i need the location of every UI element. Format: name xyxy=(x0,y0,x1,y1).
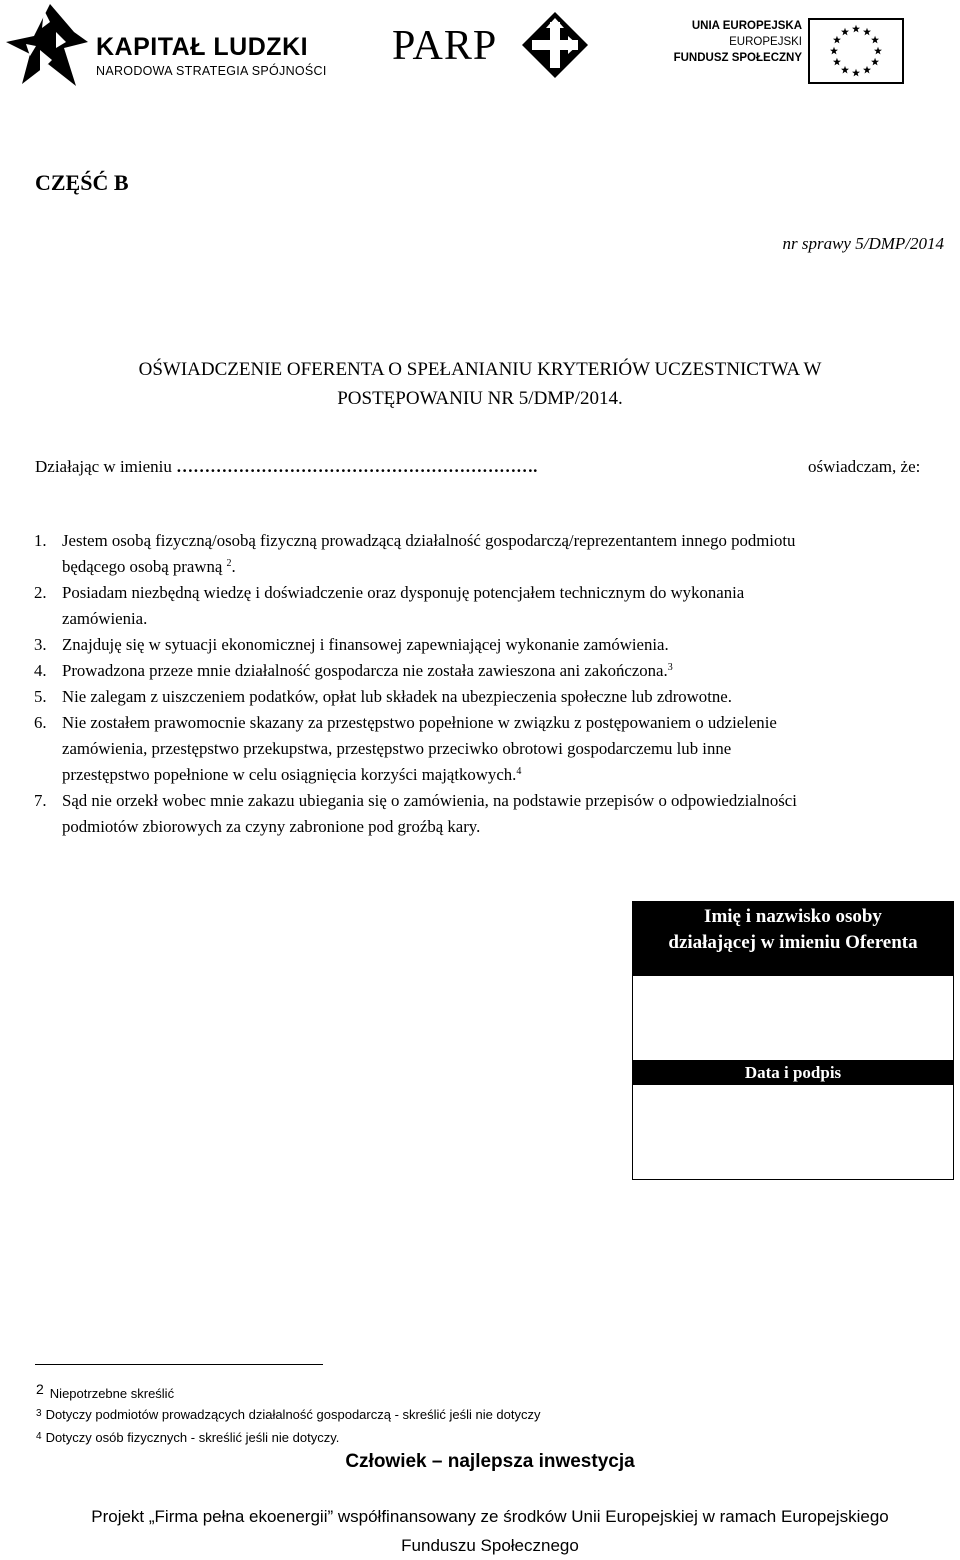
item-line: Posiadam niezbędną wiedzę i doświadczenie oraz dysponuję potencjałem technicznym do wykonania xyxy=(62,583,745,602)
list-item xyxy=(34,710,946,788)
acting-name-field[interactable]: ………………………………………………………. xyxy=(176,457,538,476)
kapital-ludzki-subtitle: NARODOWA STRATEGIA SPÓJNOŚCI xyxy=(96,64,327,78)
item-number: 2. xyxy=(34,583,47,602)
project-footer-line2: Funduszu Społecznego xyxy=(401,1536,579,1555)
list-item xyxy=(34,684,946,710)
footnote-ref: 2 xyxy=(226,558,232,569)
kapital-ludzki-title: KAPITAŁ LUDZKI xyxy=(96,33,309,61)
project-footer xyxy=(30,1502,950,1560)
item-line: Sąd nie orzekł wobec mnie zakazu ubiegania się o zamówienia, na podstawie przepisów o odpowiedzialności xyxy=(62,791,797,810)
name-field[interactable] xyxy=(633,976,953,1060)
acting-prefix: Działając w imieniu xyxy=(35,457,172,476)
list-item xyxy=(34,658,946,684)
date-signature-label: Data i podpis xyxy=(633,1060,953,1085)
eu-text xyxy=(674,18,802,66)
item-number: 3. xyxy=(34,635,47,654)
item-line: Nie zalegam z uiszczeniem podatków, opłat lub składek na ubezpieczenia społeczne lub zdrowotne. xyxy=(62,687,732,706)
footnote-text: Niepotrzebne skreślić xyxy=(49,1386,175,1401)
item-line: Znajduję się w sytuacji ekonomicznej i finansowej zapewniającej wykonanie zamówienia. xyxy=(62,635,669,654)
parp-logo xyxy=(392,10,592,84)
eu-line3: FUNDUSZ SPOŁECZNY xyxy=(673,52,802,64)
eu-flag-icon xyxy=(808,18,904,84)
footnote-number: 2 xyxy=(36,1381,44,1397)
footnote-number: 3 xyxy=(36,1408,42,1419)
item-line xyxy=(62,658,946,684)
item-line: zamówienia, przestępstwo przekupstwa, przestępstwo przeciwko obrotowi gospodarczemu lub inne xyxy=(62,739,732,758)
parp-wordmark: PARP xyxy=(392,23,498,69)
footnote-ref: 3 xyxy=(667,662,673,673)
eu-line1: UNIA EUROPEJSKA xyxy=(691,20,802,32)
footnote-number: 4 xyxy=(36,1431,42,1442)
declaration-title xyxy=(0,355,960,413)
footnote-3 xyxy=(36,1407,541,1422)
kapital-ludzki-emblem-icon xyxy=(4,2,90,88)
item-number: 1. xyxy=(34,531,47,550)
footnote-2 xyxy=(36,1381,174,1401)
case-number: nr sprawy 5/DMP/2014 xyxy=(782,234,944,253)
item-line-text: będącego osobą prawną xyxy=(62,557,227,576)
footnote-text: Dotyczy podmiotów prowadzących działalność gospodarczą - skreślić jeśli nie dotyczy xyxy=(45,1407,541,1422)
list-item xyxy=(34,580,946,632)
project-footer-line1: Projekt „Firma pełna ekoenergii” współfinansowany ze środków Unii Europejskiej w ramach Europejskiego xyxy=(91,1507,889,1526)
name-label xyxy=(633,902,953,976)
item-line xyxy=(62,762,946,788)
kapital-ludzki-logo xyxy=(4,2,334,87)
footnote-4 xyxy=(36,1430,339,1445)
list-item xyxy=(34,632,946,658)
footnote-divider xyxy=(35,1364,323,1365)
item-line: podmiotów zbiorowych za czyny zabronione pod groźbą kary. xyxy=(62,817,481,836)
eu-logo xyxy=(672,18,912,88)
item-number: 7. xyxy=(34,791,47,810)
item-number: 4. xyxy=(34,661,47,680)
item-line-text: Prowadzona przeze mnie działalność gospodarcza nie została zawieszona ani zakończona. xyxy=(62,661,668,680)
item-line-tail: . xyxy=(231,557,236,576)
item-line: zamówienia. xyxy=(62,609,148,628)
item-number: 5. xyxy=(34,687,47,706)
declaration-title-line2: POSTĘPOWANIU NR 5/DMP/2014. xyxy=(337,388,623,409)
declaration-title-line1: OŚWIADCZENIE OFERENTA O SPEŁANIANIU KRYTERIÓW UCZESTNICTWA W xyxy=(138,359,822,380)
acting-on-behalf-line xyxy=(35,457,537,477)
item-line: Nie zostałem prawomocnie skazany za przestępstwo popełnione w związku z postępowaniem o udzielenie xyxy=(62,713,777,732)
parp-diamond-icon xyxy=(520,10,590,80)
signature-box xyxy=(632,901,954,1180)
declaration-list xyxy=(34,528,946,840)
acting-suffix: oświadczam, że: xyxy=(808,457,921,476)
part-title: CZĘŚĆ B xyxy=(35,170,129,195)
slogan: Człowiek – najlepsza inwestycja xyxy=(345,1451,635,1472)
date-signature-field[interactable] xyxy=(633,1085,953,1179)
item-line-text: przestępstwo popełnione w celu osiągnięcia korzyści majątkowych. xyxy=(62,765,517,784)
eu-line2: EUROPEJSKI xyxy=(729,36,802,48)
name-label-line1: Imię i nazwisko osoby xyxy=(704,906,882,927)
name-label-line2: działającej w imieniu Oferenta xyxy=(668,932,918,953)
footnote-ref: 4 xyxy=(516,766,522,777)
item-number: 6. xyxy=(34,713,47,732)
list-item xyxy=(34,788,946,840)
item-line: Jestem osobą fizyczną/osobą fizyczną prowadzącą działalność gospodarczą/reprezentantem innego podmiotu xyxy=(62,531,796,550)
footnote-text: Dotyczy osób fizycznych - skreślić jeśli nie dotyczy. xyxy=(45,1430,340,1445)
item-line xyxy=(62,554,946,580)
list-item xyxy=(34,528,946,580)
